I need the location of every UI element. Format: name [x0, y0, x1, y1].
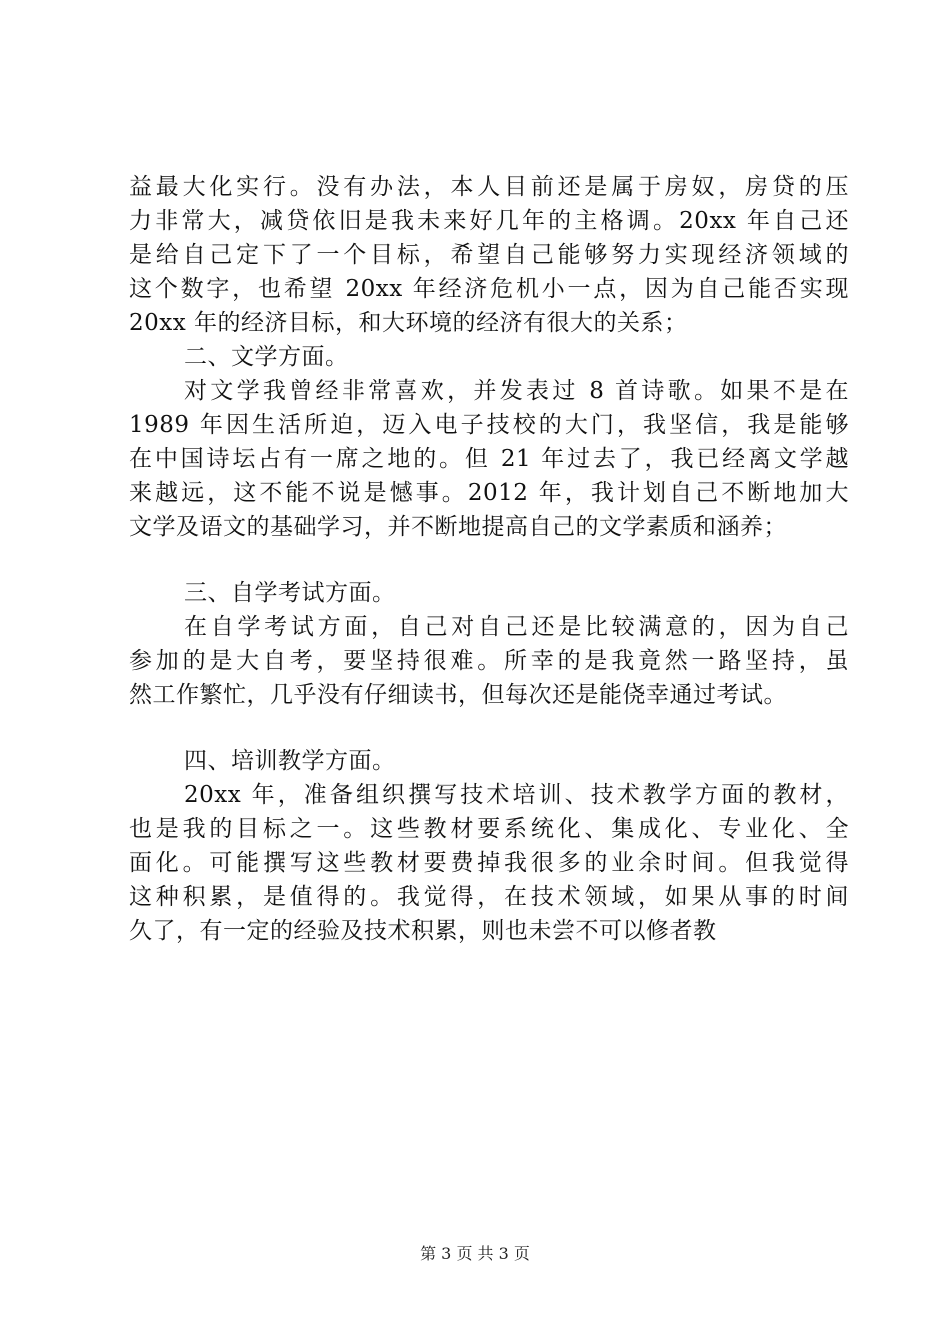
page-footer [0, 1244, 950, 1264]
text-line: 20xx 年的经济目标，和大环境的经济有很大的关系； [129, 310, 688, 336]
section-heading-training: 四、培训教学方面。 [184, 748, 396, 774]
text-line: 力非常大，减贷依旧是我未来好几年的主格调。20xx 年自己还 [129, 208, 849, 234]
section-heading-literature: 二、文学方面。 [184, 344, 349, 370]
paragraph-training [129, 778, 849, 948]
paragraph-gap [129, 544, 849, 576]
text-line: 是给自己定下了一个目标，希望自己能够努力实现经济领域的 [129, 242, 849, 268]
text-line: 久了，有一定的经验及技术积累，则也未尝不可以修者教 [129, 918, 717, 944]
text-line: 来越远，这不能不说是憾事。2012 年，我计划自己不断地加大 [129, 480, 849, 506]
text-line: 1989 年因生活所迫，迈入电子技校的大门，我坚信，我是能够 [129, 412, 849, 438]
section-heading-self-study: 三、自学考试方面。 [184, 580, 396, 606]
text-line: 对文学我曾经非常喜欢，并发表过 8 首诗歌。如果不是在 [184, 378, 849, 404]
paragraph-self-study [129, 610, 849, 712]
text-line: 这种积累，是值得的。我觉得，在技术领域，如果从事的时间 [129, 884, 849, 910]
text-line: 在中国诗坛占有一席之地的。但 21 年过去了，我已经离文学越 [129, 446, 849, 472]
text-line: 面化。可能撰写这些教材要费掉我很多的业余时间。但我觉得 [129, 850, 849, 876]
document-body [129, 170, 849, 948]
text-line: 文学及语文的基础学习，并不断地提高自己的文学素质和涵养； [129, 514, 787, 540]
page-number-label: 第 3 页 共 3 页 [420, 1244, 530, 1263]
text-line: 在自学考试方面，自己对自己还是比较满意的，因为自己 [184, 614, 849, 640]
text-line: 然工作繁忙，几乎没有仔细读书，但每次还是能侥幸通过考试。 [129, 682, 787, 708]
text-line: 这个数字，也希望 20xx 年经济危机小一点，因为自己能否实现 [129, 276, 849, 302]
paragraph-economic-continued [129, 170, 849, 340]
text-line: 参加的是大自考，要坚持很难。所幸的是我竟然一路坚持，虽 [129, 648, 849, 674]
paragraph-literature [129, 374, 849, 544]
paragraph-gap [129, 712, 849, 744]
text-line: 益最大化实行。没有办法，本人目前还是属于房奴，房贷的压 [129, 174, 849, 200]
text-line: 20xx 年，准备组织撰写技术培训、技术教学方面的教材， [184, 782, 849, 808]
text-line: 也是我的目标之一。这些教材要系统化、集成化、专业化、全 [129, 816, 849, 842]
